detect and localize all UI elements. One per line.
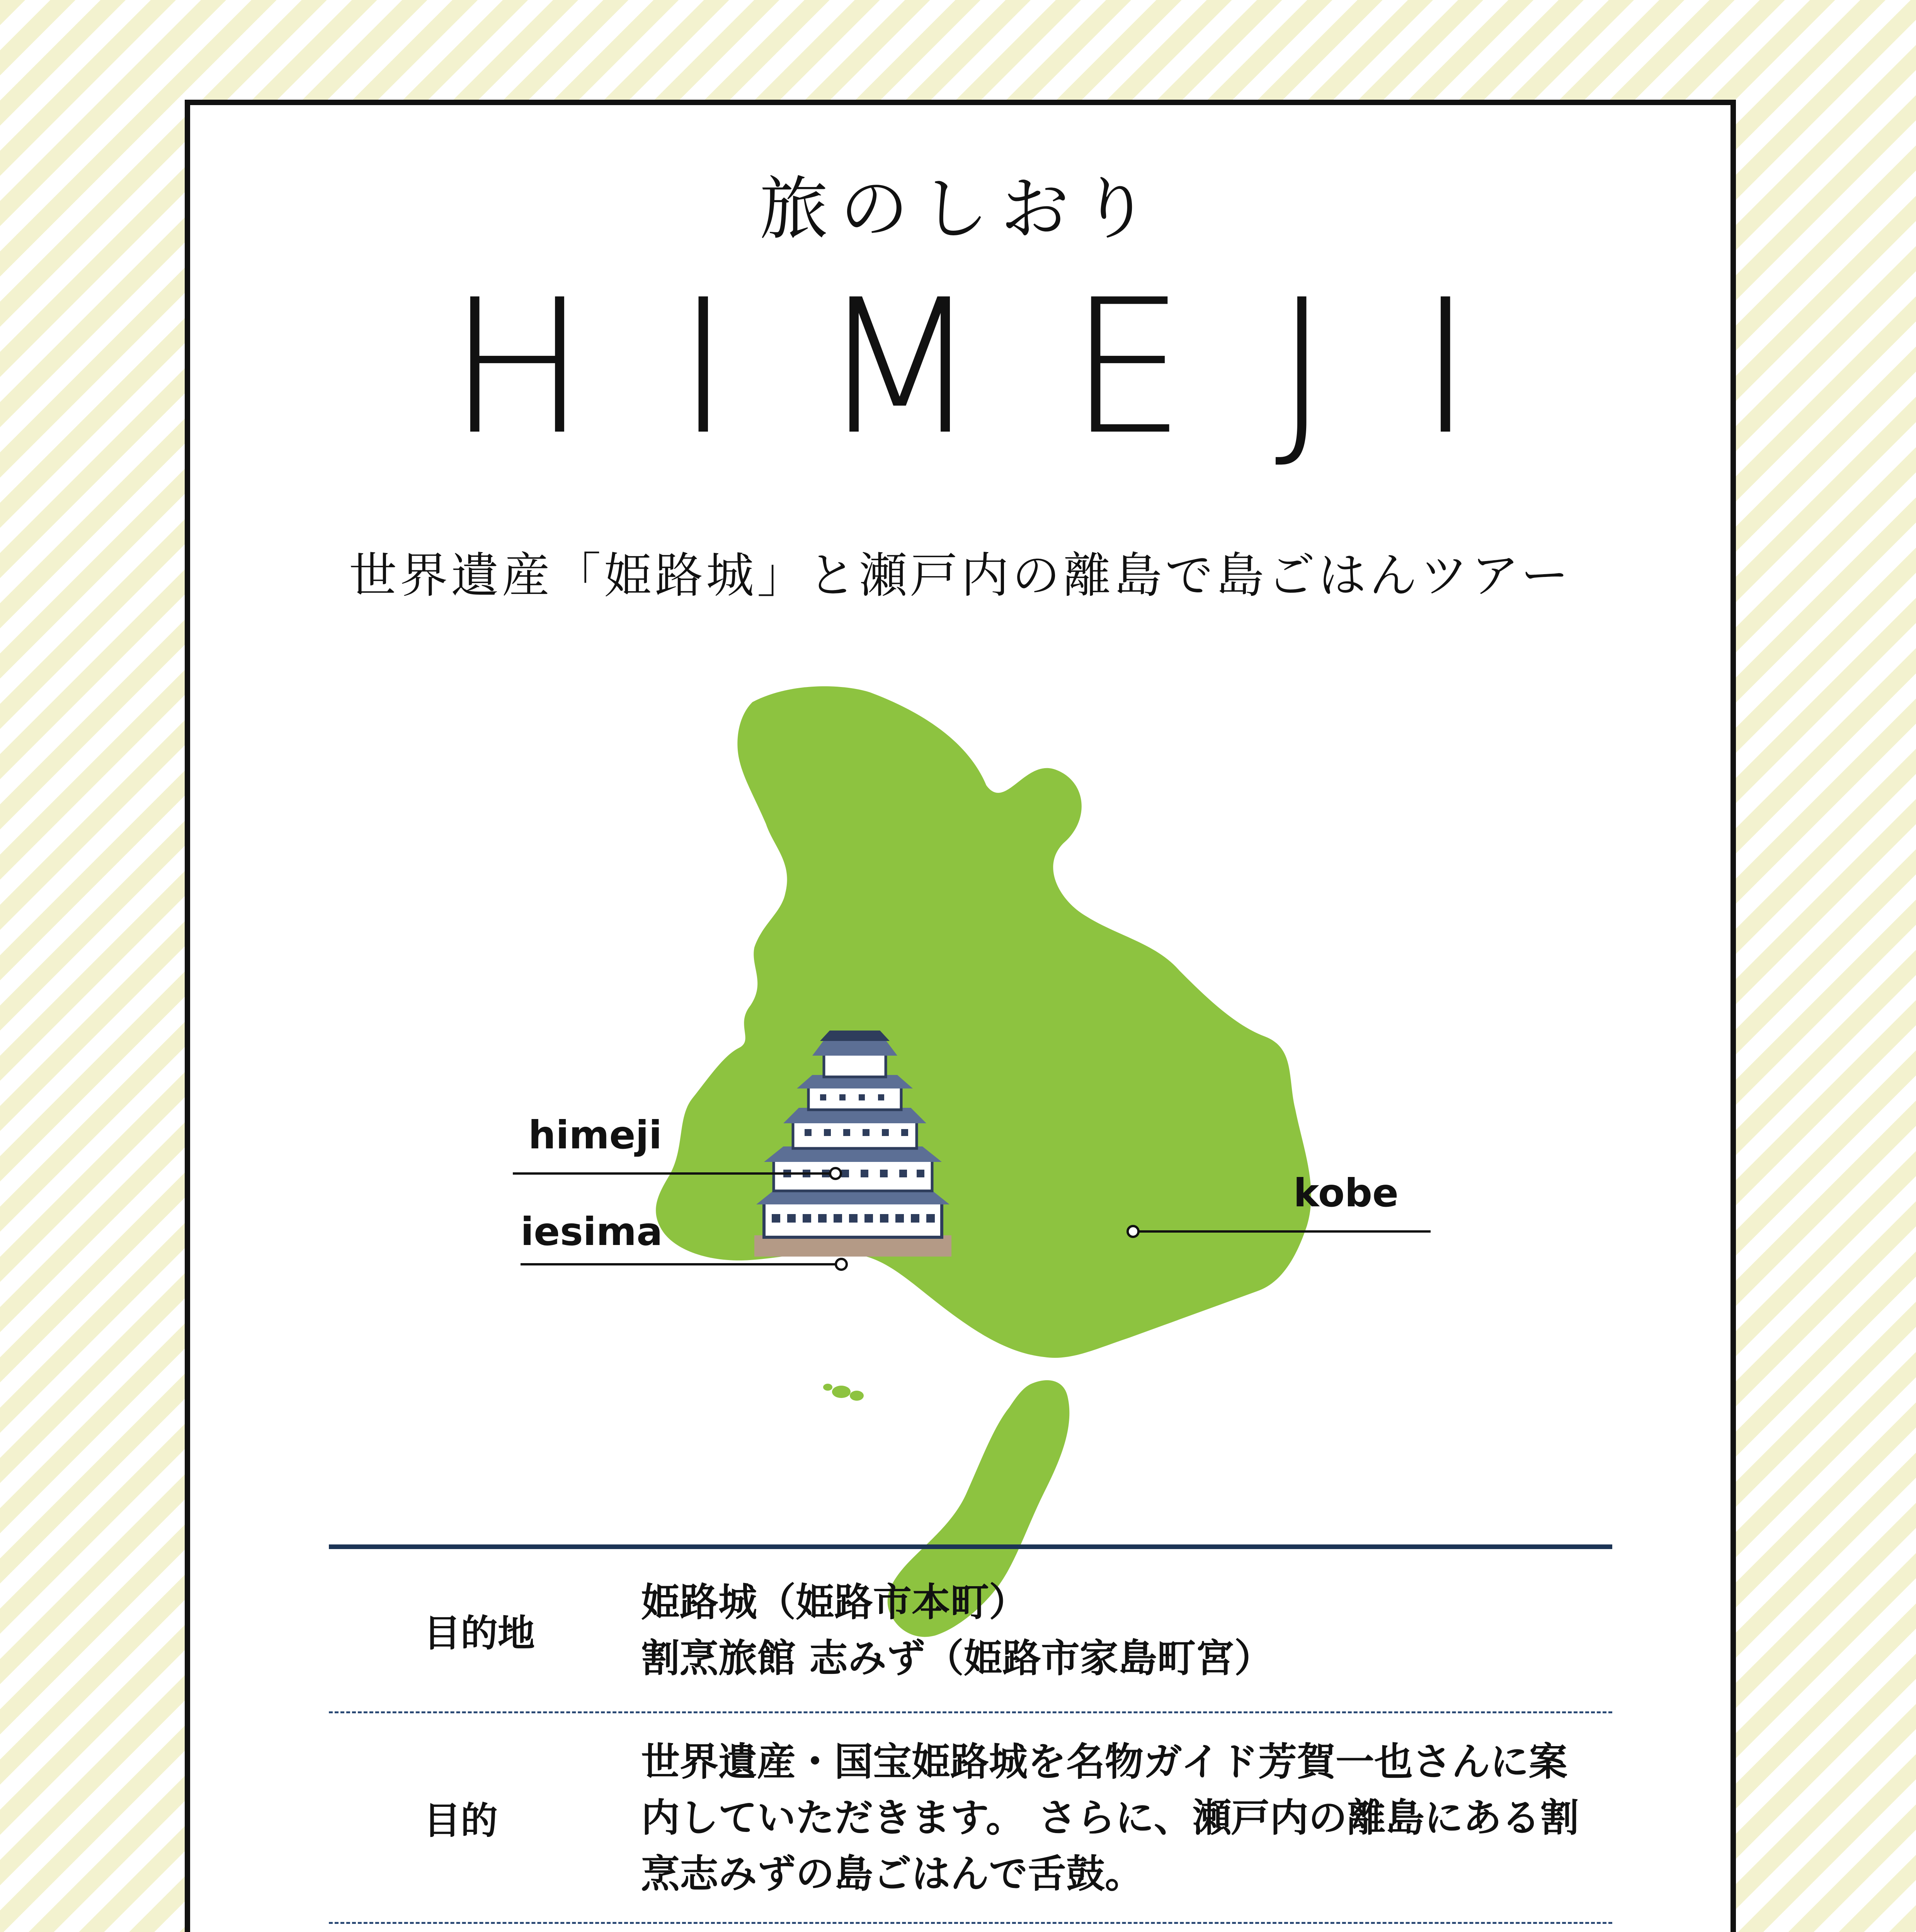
hyogo-mainland: [656, 686, 1311, 1358]
table-row: [329, 1924, 1612, 1932]
value-line: 烹志みずの島ごはんで舌鼓。: [641, 1851, 1143, 1896]
ieshima-island: [823, 1384, 832, 1391]
page-title: HIMEJI: [448, 260, 1562, 476]
subtitle: 旅のしおり: [759, 169, 1161, 249]
row-value: [641, 1734, 1612, 1902]
value-line: 割烹旅館 志みず（姫路市家島町宮）: [641, 1636, 1273, 1681]
row-label: 目的地: [424, 1611, 535, 1655]
itinerary-card: [185, 100, 1736, 1932]
value-line: 世界遺産・国宝姫路城を名物ガイド芳賀一也さんに案: [641, 1739, 1567, 1784]
ieshima-island: [850, 1391, 864, 1401]
tagline: 世界遺産「姫路城」と瀬戸内の離島で島ごはんツアー: [349, 548, 1572, 604]
ieshima-island: [832, 1386, 851, 1398]
kobe-label: kobe: [1293, 1170, 1399, 1216]
table-row: [329, 1713, 1612, 1924]
value-line: 内していただきます。 さらに、瀬戸内の離島にある割: [641, 1795, 1579, 1840]
iesima-label: iesima: [521, 1209, 663, 1254]
row-value: [641, 1574, 1612, 1686]
value-line: 姫路城（姫路市本町）: [641, 1580, 1028, 1625]
table-row: [329, 1549, 1612, 1713]
info-table: [329, 1544, 1612, 1932]
himeji-label: himeji: [528, 1112, 662, 1158]
row-label: 目的: [424, 1799, 498, 1842]
iesima-marker: [521, 1259, 847, 1270]
